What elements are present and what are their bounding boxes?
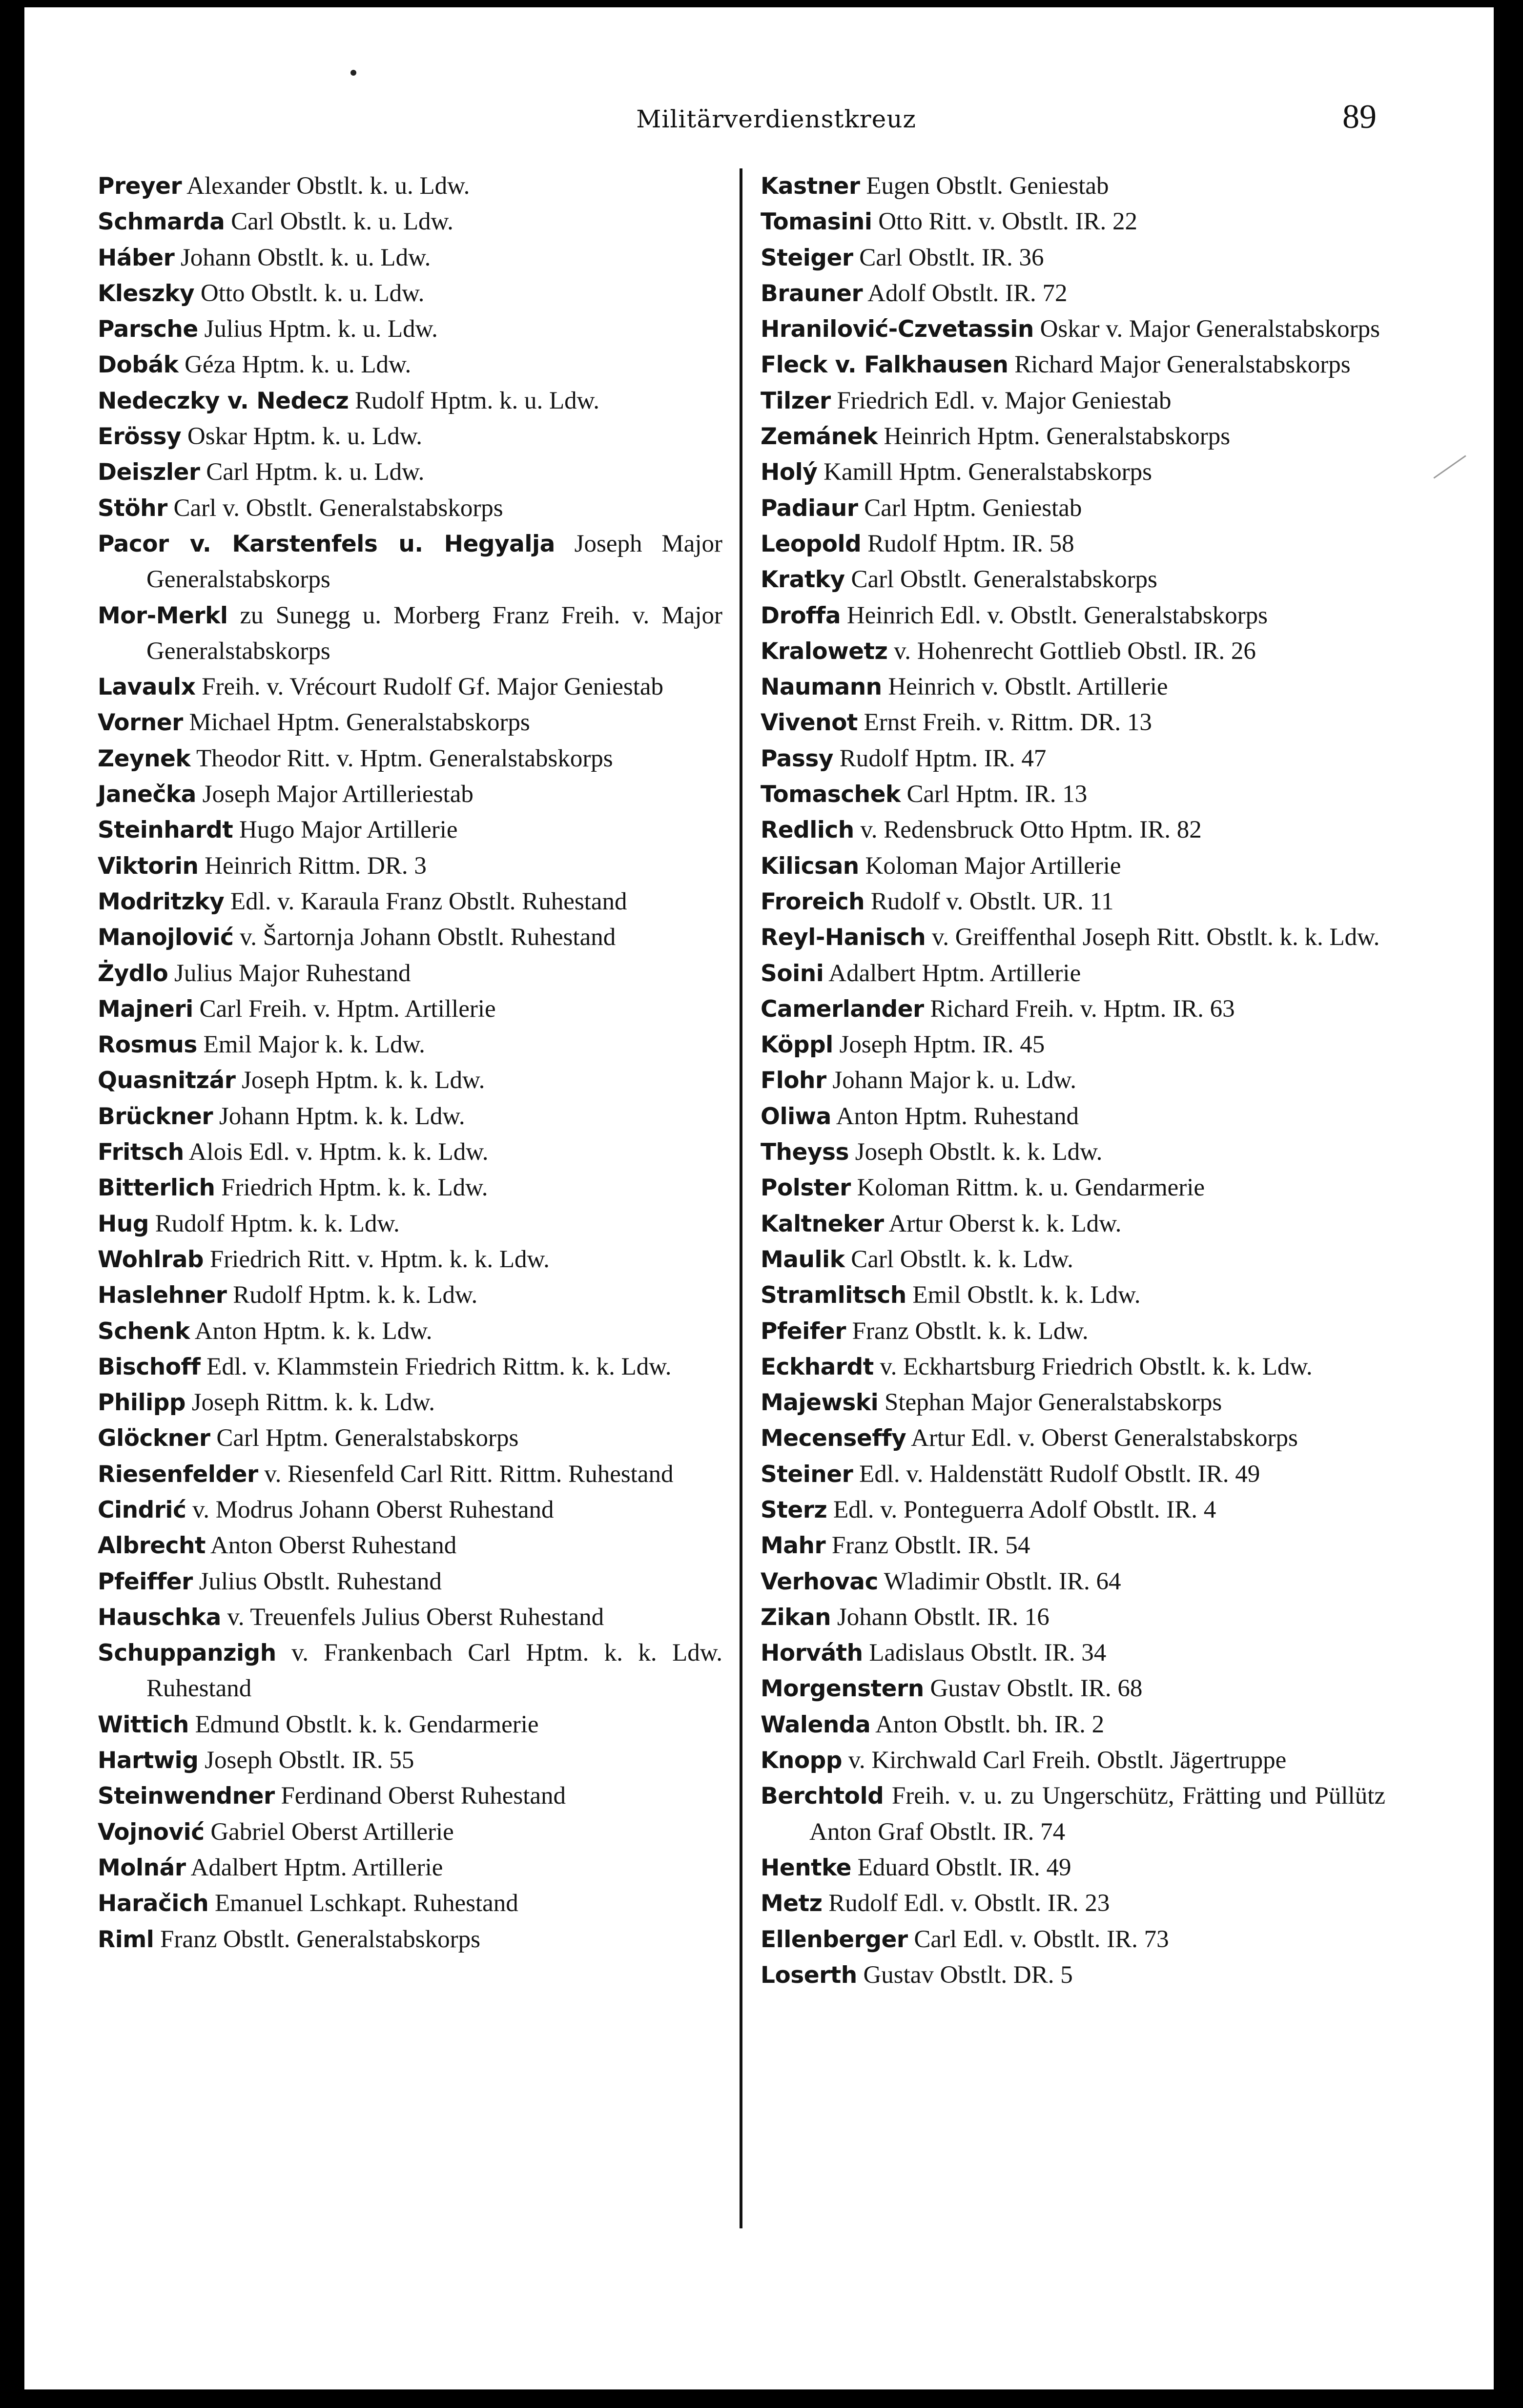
entry-details: Eduard Obstlt. IR. 49 [857, 1853, 1071, 1881]
entry-surname: Nedeczky v. Nedecz [98, 387, 349, 414]
list-item [98, 1277, 722, 1313]
entry-details: Edl. v. Haldenstätt Rudolf Obstlt. IR. 49 [859, 1460, 1260, 1488]
entry-details: Koloman Major Artillerie [865, 852, 1121, 880]
list-item [98, 454, 722, 490]
entry-surname: Steiner [761, 1461, 853, 1488]
entry-details: Eugen Obstlt. Geniestab [866, 172, 1109, 200]
list-item [98, 1457, 722, 1492]
list-item [761, 1778, 1385, 1850]
entry-details: Theodor Ritt. v. Hptm. Generalstabskorps [196, 744, 613, 772]
list-item [98, 1063, 722, 1098]
entry-details: Rudolf Edl. v. Obstlt. IR. 23 [828, 1890, 1110, 1917]
list-item [761, 1385, 1385, 1420]
entry-surname: Theyss [761, 1139, 849, 1166]
entry-surname: Riesenfelder [98, 1461, 258, 1488]
entry-surname: Schmarda [98, 208, 225, 236]
entry-details: Carl Obstlt. k. u. Ldw. [231, 208, 453, 236]
list-item [98, 526, 722, 598]
list-item [98, 812, 722, 848]
entry-surname: Bitterlich [98, 1174, 215, 1202]
list-item [98, 920, 722, 955]
entry-surname: Zeynek [98, 745, 191, 772]
entry-details: Julius Obstlt. Ruhestand [199, 1567, 442, 1595]
entry-details: Gustav Obstlt. IR. 68 [930, 1675, 1143, 1703]
entry-surname: Stramlitsch [761, 1282, 906, 1309]
list-item [98, 491, 722, 526]
entry-details: Anton Hptm. k. k. Ldw. [194, 1317, 432, 1345]
entry-details: Ernst Freih. v. Rittm. DR. 13 [864, 709, 1152, 737]
entry-details: Johann Obstlt. IR. 16 [837, 1603, 1050, 1631]
entry-surname: Kleszky [98, 280, 195, 307]
list-item [98, 598, 722, 670]
entry-surname: Fleck v. Falkhausen [761, 351, 1008, 379]
list-item [761, 1314, 1385, 1349]
entry-surname: Rosmus [98, 1031, 197, 1059]
list-item [98, 1349, 722, 1385]
list-item [98, 1635, 722, 1707]
entry-surname: Parsche [98, 316, 198, 343]
entry-details: Emanuel Lschkapt. Ruhestand [215, 1890, 518, 1917]
entry-surname: Hranilović-Czvetassin [761, 316, 1034, 343]
list-item [98, 848, 722, 884]
entry-surname: Majneri [98, 995, 193, 1023]
list-item [761, 1957, 1385, 1993]
entry-surname: Cindrić [98, 1496, 186, 1523]
entry-surname: Hauschka [98, 1604, 221, 1631]
entry-details: zu Sunegg u. Morberg Franz Freih. v. Major Generalstabskorps [146, 601, 723, 665]
entry-details: Carl Obstlt. Generalstabskorps [851, 566, 1157, 594]
entry-details: Géza Hptm. k. u. Ldw. [185, 351, 412, 379]
column-divider [740, 168, 742, 2228]
list-item [761, 383, 1385, 419]
list-item [761, 1420, 1385, 1456]
list-item [761, 1242, 1385, 1277]
entry-surname: Quasnitzár [98, 1067, 236, 1094]
entry-details: Johann Hptm. k. k. Ldw. [219, 1102, 465, 1130]
list-item [98, 1743, 722, 1778]
entry-surname: Ellenberger [761, 1926, 908, 1953]
list-item [761, 1277, 1385, 1313]
entry-surname: Köppl [761, 1031, 833, 1059]
list-item [98, 1778, 722, 1814]
entry-surname: Kratky [761, 566, 845, 594]
entry-details: Artur Oberst k. k. Ldw. [888, 1210, 1122, 1237]
entry-surname: Riml [98, 1926, 154, 1953]
entry-surname: Majewski [761, 1389, 879, 1417]
entry-surname: Modritzky [98, 888, 225, 915]
entry-details: Friedrich Hptm. k. k. Ldw. [221, 1174, 488, 1202]
list-item [98, 1242, 722, 1277]
entry-details: Edl. v. Ponteguerra Adolf Obstlt. IR. 4 [833, 1496, 1216, 1523]
entry-details: Emil Major k. k. Ldw. [203, 1031, 425, 1059]
list-item [98, 1600, 722, 1635]
entry-details: v. Modrus Johann Oberst Ruhestand [192, 1496, 554, 1523]
entry-surname: Passy [761, 745, 833, 772]
list-item [761, 491, 1385, 526]
list-item [98, 1027, 722, 1063]
entry-surname: Viktorin [98, 852, 199, 880]
entry-surname: Vivenot [761, 709, 858, 737]
entry-surname: Kaltneker [761, 1210, 884, 1237]
entry-details: Wladimir Obstlt. IR. 64 [884, 1567, 1121, 1595]
entry-details: Freih. v. Vrécourt Rudolf Gf. Major Geniestab [202, 673, 664, 701]
entry-details: Adolf Obstlt. IR. 72 [867, 279, 1068, 307]
entry-details: Hugo Major Artillerie [239, 816, 458, 844]
entry-details: Friedrich Edl. v. Major Geniestab [837, 387, 1172, 414]
entry-surname: Knopp [761, 1747, 842, 1774]
entry-surname: Steiger [761, 244, 853, 271]
list-item [761, 777, 1385, 812]
list-item [98, 1564, 722, 1600]
entry-surname: Steinwendner [98, 1783, 275, 1810]
entry-surname: Sterz [761, 1496, 827, 1523]
list-item [98, 419, 722, 454]
entry-surname: Horváth [761, 1640, 863, 1667]
list-item [761, 991, 1385, 1027]
entry-surname: Tilzer [761, 387, 831, 414]
entry-details: Otto Obstlt. k. u. Ldw. [200, 279, 425, 307]
entry-details: Freih. v. u. zu Ungerschütz, Frätting und Püllütz Anton Graf Obstlt. IR. 74 [809, 1782, 1386, 1846]
entry-surname: Berchtold [761, 1783, 884, 1810]
list-item [98, 956, 722, 991]
entry-surname: Wittich [98, 1711, 189, 1738]
entry-surname: Camerlander [761, 995, 924, 1023]
list-item [98, 705, 722, 741]
entry-details: Emil Obstlt. k. k. Ldw. [912, 1281, 1141, 1309]
list-item [761, 812, 1385, 848]
list-item [98, 311, 722, 347]
entry-surname: Zikan [761, 1604, 831, 1631]
page-number: 89 [1342, 98, 1377, 136]
entry-surname: Vorner [98, 709, 183, 737]
entry-surname: Metz [761, 1890, 823, 1917]
entry-details: v. Kirchwald Carl Freih. Obstlt. Jägertruppe [848, 1747, 1287, 1774]
list-item [98, 669, 722, 705]
list-item [98, 884, 722, 920]
entry-details: Oskar Hptm. k. u. Ldw. [187, 423, 423, 451]
entry-surname: Padiaur [761, 494, 858, 522]
list-item [761, 1457, 1385, 1492]
list-item [761, 705, 1385, 741]
entry-details: Richard Major Generalstabskorps [1014, 351, 1351, 379]
entry-surname: Dobák [98, 351, 179, 379]
list-item [761, 347, 1385, 383]
entry-surname: Philipp [98, 1389, 186, 1417]
list-item [761, 419, 1385, 454]
list-item [761, 276, 1385, 311]
list-item [761, 598, 1385, 634]
list-item [761, 204, 1385, 240]
entry-surname: Vojnović [98, 1818, 205, 1846]
entry-surname: Soini [761, 960, 824, 987]
list-item [98, 168, 722, 204]
entry-surname: Mecenseffy [761, 1425, 906, 1452]
list-item [98, 1134, 722, 1170]
entry-details: v. Šartornja Johann Obstlt. Ruhestand [240, 924, 616, 951]
list-item [761, 1922, 1385, 1957]
entry-details: Carl v. Obstlt. Generalstabskorps [173, 494, 503, 522]
entry-details: Otto Ritt. v. Obstlt. IR. 22 [878, 208, 1138, 236]
entry-details: Oskar v. Major Generalstabskorps [1040, 315, 1380, 343]
list-item [98, 1314, 722, 1349]
print-speck [350, 70, 356, 76]
entry-surname: Kralowetz [761, 638, 888, 665]
list-item [761, 454, 1385, 490]
list-item [98, 276, 722, 311]
entry-surname: Froreich [761, 888, 865, 915]
list-item [98, 1886, 722, 1921]
entry-details: Kamill Hptm. Generalstabskorps [823, 458, 1152, 486]
list-item [761, 634, 1385, 669]
entry-details: Franz Obstlt. IR. 54 [831, 1532, 1030, 1560]
entry-surname: Brauner [761, 280, 863, 307]
entry-details: Adalbert Hptm. Artillerie [828, 959, 1081, 987]
entry-surname: Tomaschek [761, 781, 901, 808]
entry-details: Rudolf Hptm. k. k. Ldw. [155, 1210, 400, 1237]
list-item [761, 1206, 1385, 1242]
entry-details: Edl. v. Klammstein Friedrich Rittm. k. k. Ldw. [206, 1353, 672, 1380]
entry-details: Richard Freih. v. Hptm. IR. 63 [930, 995, 1235, 1023]
entry-details: Joseph Hptm. IR. 45 [839, 1031, 1045, 1059]
entry-details: Gabriel Oberst Artillerie [210, 1818, 454, 1846]
entry-surname: Loserth [761, 1961, 857, 1989]
list-item [761, 956, 1385, 991]
entry-surname: Manojlović [98, 924, 234, 951]
entry-surname: Kilicsan [761, 852, 859, 880]
list-item [761, 1671, 1385, 1707]
left-column [98, 168, 722, 1957]
entry-details: Adalbert Hptm. Artillerie [190, 1853, 443, 1881]
entry-details: Anton Hptm. Ruhestand [836, 1102, 1079, 1130]
entry-details: v. Frankenbach Carl Hptm. k. k. Ldw. Ruhestand [146, 1639, 722, 1703]
list-item [98, 347, 722, 383]
list-item [761, 1886, 1385, 1921]
list-item [98, 1528, 722, 1564]
entry-surname: Haračich [98, 1890, 209, 1917]
list-item [761, 1170, 1385, 1206]
entry-details: Joseph Major Generalstabskorps [146, 530, 722, 594]
list-item [761, 920, 1385, 955]
list-item [761, 1564, 1385, 1600]
entry-details: Anton Oberst Ruhestand [210, 1532, 457, 1560]
entry-details: Joseph Major Artilleriestab [202, 781, 473, 808]
entry-details: v. Redensbruck Otto Hptm. IR. 82 [860, 816, 1202, 844]
entry-details: Joseph Obstlt. IR. 55 [205, 1747, 414, 1774]
list-item [761, 884, 1385, 920]
list-item [761, 526, 1385, 562]
list-item [761, 1027, 1385, 1063]
entry-details: Julius Major Ruhestand [174, 959, 411, 987]
entry-surname: Tomasini [761, 208, 872, 236]
entry-surname: Janečka [98, 781, 196, 808]
entry-details: Heinrich Rittm. DR. 3 [205, 852, 427, 880]
list-item [761, 1600, 1385, 1635]
entry-surname: Eckhardt [761, 1353, 874, 1380]
entry-details: Joseph Hptm. k. k. Ldw. [242, 1067, 485, 1094]
entry-surname: Háber [98, 244, 175, 271]
list-item [761, 168, 1385, 204]
entry-details: Julius Hptm. k. u. Ldw. [204, 315, 438, 343]
entry-details: Heinrich Edl. v. Obstlt. Generalstabskorps [846, 601, 1268, 629]
list-item [98, 1707, 722, 1743]
entry-details: Ladislaus Obstlt. IR. 34 [869, 1639, 1107, 1667]
entry-surname: Pfeifer [761, 1317, 846, 1345]
list-item [98, 777, 722, 812]
list-item [98, 1850, 722, 1886]
entry-surname: Fritsch [98, 1139, 184, 1166]
entry-details: Carl Hptm. Geniestab [864, 494, 1082, 522]
entry-surname: Deiszler [98, 459, 200, 486]
entry-details: Artur Edl. v. Oberst Generalstabskorps [911, 1424, 1298, 1452]
entry-surname: Leopold [761, 530, 862, 557]
entry-details: Koloman Rittm. k. u. Gendarmerie [857, 1174, 1205, 1202]
entry-details: Carl Obstlt. k. k. Ldw. [851, 1245, 1073, 1273]
list-item [761, 1134, 1385, 1170]
list-item [761, 669, 1385, 705]
margin-pencil-mark [1433, 455, 1466, 478]
entry-surname: Maulik [761, 1246, 845, 1273]
entry-details: v. Hohenrecht Gottlieb Obstl. IR. 26 [894, 637, 1256, 665]
list-item [761, 1707, 1385, 1743]
entry-surname: Droffa [761, 602, 841, 629]
entry-surname: Brückner [98, 1103, 213, 1130]
entry-details: Heinrich Hptm. Generalstabskorps [884, 423, 1231, 451]
entry-details: Rudolf Hptm. IR. 47 [839, 744, 1047, 772]
entry-details: Edl. v. Karaula Franz Obstlt. Ruhestand [230, 887, 627, 915]
entry-surname: Albrecht [98, 1532, 206, 1560]
list-item [761, 1492, 1385, 1528]
list-item [98, 991, 722, 1027]
entry-surname: Flohr [761, 1067, 826, 1094]
running-header-title: Militärverdienstkreuz [636, 105, 916, 133]
entry-surname: Mor-Merkl [98, 602, 228, 629]
list-item [761, 741, 1385, 777]
entry-details: Alois Edl. v. Hptm. k. k. Ldw. [188, 1138, 489, 1166]
entry-details: Carl Edl. v. Obstlt. IR. 73 [914, 1925, 1169, 1953]
list-item [98, 204, 722, 240]
entry-details: Carl Obstlt. IR. 36 [859, 244, 1044, 271]
list-item [98, 1814, 722, 1850]
list-item [98, 383, 722, 419]
entry-surname: Steinhardt [98, 817, 233, 844]
entry-details: Edmund Obstlt. k. k. Gendarmerie [195, 1710, 539, 1738]
entry-surname: Schenk [98, 1317, 190, 1345]
entry-surname: Glöckner [98, 1425, 210, 1452]
list-item [761, 1349, 1385, 1385]
entry-surname: Zemánek [761, 423, 878, 451]
entry-surname: Pacor v. Karstenfels u. Hegyalja [98, 530, 555, 557]
entry-details: v. Treuenfels Julius Oberst Ruhestand [227, 1603, 604, 1631]
entry-surname: Pfeiffer [98, 1568, 193, 1595]
entry-surname: Molnár [98, 1854, 186, 1881]
entry-surname: Preyer [98, 173, 182, 200]
entry-surname: Hartwig [98, 1747, 199, 1774]
entry-surname: Morgenstern [761, 1675, 924, 1703]
entry-details: Rudolf Hptm. k. k. Ldw. [233, 1281, 478, 1309]
entry-details: v. Riesenfeld Carl Ritt. Rittm. Ruhestand [264, 1460, 674, 1488]
entry-details: Gustav Obstlt. DR. 5 [863, 1961, 1073, 1989]
list-item [98, 1385, 722, 1420]
entry-details: Carl Hptm. IR. 13 [906, 781, 1088, 808]
entry-surname: Oliwa [761, 1103, 831, 1130]
entry-details: Rudolf v. Obstlt. UR. 11 [870, 887, 1114, 915]
list-item [761, 1099, 1385, 1134]
list-item [761, 1063, 1385, 1098]
entry-surname: Verhovac [761, 1568, 878, 1595]
entry-details: Heinrich v. Obstlt. Artillerie [888, 673, 1168, 701]
list-item [761, 1635, 1385, 1671]
entry-surname: Erössy [98, 423, 182, 451]
entry-details: v. Eckhartsburg Friedrich Obstlt. k. k. Ldw. [880, 1353, 1313, 1380]
entry-details: Johann Obstlt. k. u. Ldw. [181, 244, 431, 271]
list-item [761, 1850, 1385, 1886]
entry-surname: Holý [761, 459, 818, 486]
list-item [98, 1922, 722, 1957]
list-item [761, 1743, 1385, 1778]
entry-surname: Naumann [761, 674, 882, 701]
list-item [98, 1170, 722, 1206]
entry-surname: Walenda [761, 1711, 871, 1738]
list-item [761, 562, 1385, 597]
entry-details: Michael Hptm. Generalstabskorps [189, 709, 530, 737]
list-item [98, 240, 722, 276]
entry-details: Rudolf Hptm. IR. 58 [867, 530, 1074, 557]
entry-surname: Wohlrab [98, 1246, 204, 1273]
entry-surname: Lavaulx [98, 674, 196, 701]
right-column [761, 168, 1385, 1993]
list-item [761, 1528, 1385, 1564]
list-item [98, 1099, 722, 1134]
list-item [98, 1420, 722, 1456]
entry-surname: Kastner [761, 173, 860, 200]
entry-surname: Hentke [761, 1854, 852, 1881]
entry-details: Ferdinand Oberst Ruhestand [281, 1782, 566, 1810]
list-item [761, 311, 1385, 347]
list-item [98, 741, 722, 777]
list-item [761, 848, 1385, 884]
entry-details: v. Greiffenthal Joseph Ritt. Obstlt. k. k. Ldw. [932, 924, 1380, 951]
entry-surname: Schuppanzigh [98, 1640, 276, 1667]
entry-details: Alexander Obstlt. k. u. Ldw. [186, 172, 470, 200]
entry-surname: Bischoff [98, 1353, 201, 1380]
entry-details: Friedrich Ritt. v. Hptm. k. k. Ldw. [209, 1245, 550, 1273]
entry-details: Franz Obstlt. k. k. Ldw. [852, 1317, 1089, 1345]
entry-surname: Reyl-Hanisch [761, 924, 926, 951]
list-item [98, 1206, 722, 1242]
entry-details: Joseph Rittm. k. k. Ldw. [191, 1389, 435, 1417]
entry-details: Rudolf Hptm. k. u. Ldw. [354, 387, 599, 414]
entry-details: Carl Hptm. k. u. Ldw. [206, 458, 425, 486]
entry-surname: Mahr [761, 1532, 826, 1560]
document-page [24, 7, 1494, 2389]
entry-details: Anton Obstlt. bh. IR. 2 [875, 1710, 1105, 1738]
entry-surname: Stöhr [98, 494, 167, 522]
entry-surname: Żydlo [98, 960, 168, 987]
entry-details: Joseph Obstlt. k. k. Ldw. [855, 1138, 1103, 1166]
list-item [761, 240, 1385, 276]
entry-surname: Polster [761, 1174, 851, 1202]
entry-details: Johann Major k. u. Ldw. [832, 1067, 1076, 1094]
entry-details: Carl Freih. v. Hptm. Artillerie [199, 995, 496, 1023]
entry-details: Stephan Major Generalstabskorps [885, 1389, 1222, 1417]
list-item [98, 1492, 722, 1528]
entry-surname: Hug [98, 1210, 149, 1237]
entry-details: Carl Hptm. Generalstabskorps [216, 1424, 519, 1452]
entry-details: Franz Obstlt. Generalstabskorps [160, 1925, 480, 1953]
entry-surname: Haslehner [98, 1282, 227, 1309]
entry-surname: Redlich [761, 817, 854, 844]
